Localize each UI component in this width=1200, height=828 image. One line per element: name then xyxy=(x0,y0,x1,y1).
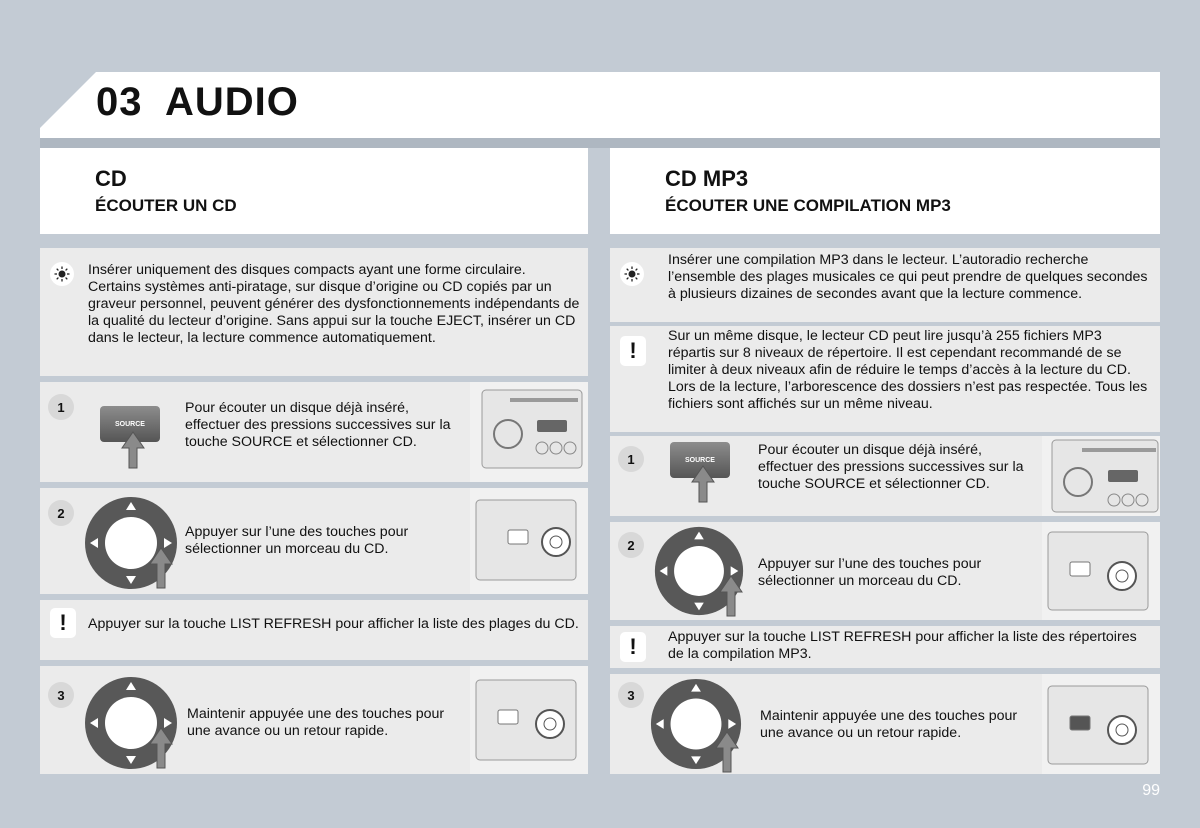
left-step1-panel xyxy=(40,382,588,482)
left-step3-text: Maintenir appuyée une des touches pour une avance ou un retour rapide. xyxy=(187,706,445,739)
right-warning1-panel xyxy=(610,326,1160,432)
radio-panel-image xyxy=(470,666,588,774)
right-warning2-panel xyxy=(610,626,1160,668)
right-warning1-text: Sur un même disque, le lecteur CD peut lire jusqu’à 255 fichiers MP3 répartis sur 8 niveaux de répertoire. Il est cependant recommandé de se limiter à deux niveaux afin de réduire le temps d’accès à la lecture du CD. Lors de la lecture, l’arborescence des dossiers n’est pas respectée. Tous les fichiers sont affichés sur un même niveau. xyxy=(668,328,1148,412)
lightbulb-icon xyxy=(620,262,644,286)
step-number-badge: 2 xyxy=(48,500,74,526)
left-step3-panel xyxy=(40,666,588,774)
radio-panel-image xyxy=(1042,674,1160,774)
left-step1-text: Pour écouter un disque déjà inséré, effectuer des pressions successives sur la touche SOURCE et sélectionner CD. xyxy=(185,400,451,450)
radio-panel-image xyxy=(1042,522,1160,620)
lightbulb-icon xyxy=(50,262,74,286)
right-warning2-text: Appuyer sur la touche LIST REFRESH pour afficher la liste des répertoires de la compilation MP3. xyxy=(668,629,1137,662)
left-step2-panel xyxy=(40,488,588,594)
right-step2-panel xyxy=(610,522,1160,620)
press-arrow-icon xyxy=(120,430,146,470)
header-band xyxy=(40,138,1160,148)
right-step1-panel xyxy=(610,436,1160,516)
right-section-head xyxy=(610,148,1160,234)
section-title-cd: CD xyxy=(95,166,127,191)
exclamation-icon: ! xyxy=(620,632,646,662)
press-arrow-icon xyxy=(714,730,740,774)
right-tip-text: Insérer une compilation MP3 dans le lecteur. L’autoradio recherche l’ensemble des plages musicales ce qui peut prendre de quelques secondes à plusieurs dizaines de secondes avant que la lecture commence. xyxy=(668,252,1148,302)
source-button: SOURCE xyxy=(670,442,730,478)
step-number-badge: 1 xyxy=(48,394,74,420)
radio-panel-image xyxy=(470,488,588,594)
exclamation-icon: ! xyxy=(620,336,646,366)
step-number-badge: 2 xyxy=(618,532,644,558)
step-number-badge: 1 xyxy=(618,446,644,472)
radio-panel-image xyxy=(470,382,588,482)
section-title-mp3: CD MP3 xyxy=(665,166,749,191)
press-arrow-icon xyxy=(690,464,716,504)
chapter-number: 03 xyxy=(96,80,143,124)
exclamation-icon: ! xyxy=(50,608,76,638)
press-arrow-icon xyxy=(148,546,174,590)
left-tip-panel xyxy=(40,248,588,376)
left-warning-text: Appuyer sur la touche LIST REFRESH pour afficher la liste des plages du CD. xyxy=(88,616,579,632)
section-subtitle-cd: ÉCOUTER UN CD xyxy=(95,196,237,215)
left-tip-text: Insérer uniquement des disques compacts ayant une forme circulaire. Certains systèmes anti-piratage, sur disque d’origine ou CD copiés par un graveur personnel, peuvent générer des dysfonctionnements indépendants de la qualité du lecteur d’origine. Sans appui sur la touche EJECT, insérer un CD dans le lecteur, la lecture commence automatiquement. xyxy=(88,262,580,346)
press-arrow-icon xyxy=(148,726,174,770)
left-warning-panel xyxy=(40,600,588,660)
right-tip-panel xyxy=(610,248,1160,322)
right-step3-panel xyxy=(610,674,1160,774)
right-step3-text: Maintenir appuyée une des touches pour une avance ou un retour rapide. xyxy=(760,708,1018,741)
right-step2-text: Appuyer sur l’une des touches pour sélectionner un morceau du CD. xyxy=(758,556,982,589)
source-button: SOURCE xyxy=(100,406,160,442)
press-arrow-icon xyxy=(718,574,744,618)
section-subtitle-mp3: ÉCOUTER UNE COMPILATION MP3 xyxy=(665,196,951,215)
left-section-head xyxy=(40,148,588,234)
page-number: 99 xyxy=(1142,782,1160,799)
right-step1-text: Pour écouter un disque déjà inséré, effectuer des pressions successives sur la touche SOURCE et sélectionner CD. xyxy=(758,442,1024,492)
chapter-title: AUDIO xyxy=(165,80,299,124)
step-number-badge: 3 xyxy=(618,682,644,708)
step-number-badge: 3 xyxy=(48,682,74,708)
left-step2-text: Appuyer sur l’une des touches pour sélectionner un morceau du CD. xyxy=(185,524,409,557)
radio-panel-image xyxy=(1042,436,1160,516)
